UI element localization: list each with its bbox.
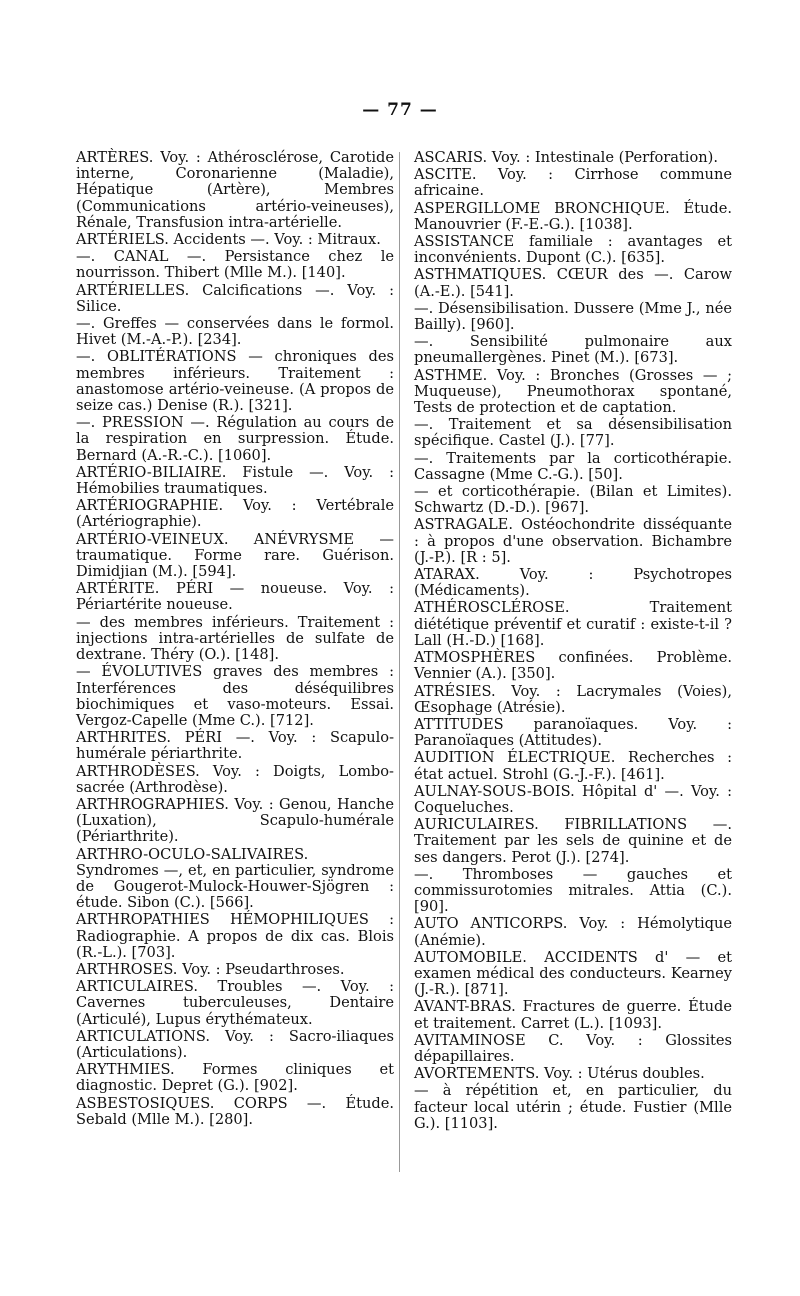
entry-text: AVANT-BRAS. Fractures de guerre. Étude et traitement. Carret (L.). [1093].	[414, 998, 732, 1032]
index-entry	[414, 717, 732, 749]
entry-text: AUTOMOBILE. ACCIDENTS d' — et examen médical des conducteurs. Kearney (J.-R.). [871].	[414, 948, 732, 999]
index-entry	[414, 1033, 732, 1065]
index-entry	[76, 349, 394, 414]
index-entry	[414, 950, 732, 999]
index-entry	[76, 730, 394, 762]
entry-text: AURICULAIRES. FIBRILLATIONS —. Traitement par les sels de quinine et de ses dangers. Perot (J.). [274].	[414, 816, 732, 866]
index-entry	[414, 1066, 732, 1082]
entry-text: ARTHROPATHIES HÉMOPHILIQUES : Radiographie. A propos de dix cas. Blois (R.-L.). [703].	[76, 911, 394, 961]
index-entry	[414, 684, 732, 716]
entry-text: ASCITE. Voy. : Cirrhose commune africaine.	[414, 166, 732, 200]
index-entry	[414, 301, 732, 333]
entry-text: ARTHROSES. Voy. : Pseudarthroses.	[76, 960, 345, 978]
index-entry	[414, 484, 732, 516]
index-entry	[76, 979, 394, 1028]
entry-text: ATMOSPHÈRES confinées. Problème. Vennier (A.). [350].	[414, 649, 732, 683]
index-entry	[414, 817, 732, 866]
index-entry	[76, 797, 394, 846]
index-entry	[76, 150, 394, 231]
index-entry	[76, 581, 394, 613]
entry-text: ATRÉSIES. Voy. : Lacrymales (Voies), Œsophage (Atrésie).	[414, 682, 732, 716]
index-entry	[414, 650, 732, 682]
left-column	[76, 150, 394, 1129]
entry-text: —. PRESSION —. Régulation au cours de la respiration en surpression. Étude. Bernard (A.-R.-C.). [1060].	[76, 414, 394, 464]
index-entry	[414, 867, 732, 916]
entry-text: ASTHMATIQUES. CŒUR des —. Carow (A.-E.). [541].	[414, 266, 732, 300]
entry-text: AVITAMINOSE C. Voy. : Glossites dépapillaires.	[414, 1031, 732, 1065]
entry-text: ARTÈRES. Voy. : Athérosclérose, Carotide interne, Coronarienne (Maladie), Hépatique (Artère), Membres (Communications artério-veineuses), Rénale, Transfusion intra-artérielle.	[76, 149, 394, 231]
index-entry	[414, 267, 732, 299]
entry-text: ARYTHMIES. Formes cliniques et diagnostic. Depret (G.). [902].	[76, 1061, 394, 1095]
index-entry	[76, 415, 394, 464]
index-entry	[414, 999, 732, 1031]
entry-text: ARTÉRIO-VEINEUX. ANÉVRYSME — traumatique. Forme rare. Guérison. Dimidjian (M.). [594].	[76, 530, 394, 581]
entry-text: ASPERGILLOME BRONCHIQUE. Étude. Manouvrier (F.-E.-G.). [1038].	[414, 199, 732, 233]
index-entry	[76, 465, 394, 497]
index-entry	[414, 368, 732, 417]
entry-text: ASTHME. Voy. : Bronches (Grosses — ; Muqueuse), Pneumothorax spontané, Tests de protection et de captation.	[414, 366, 732, 417]
entry-text: ARTICULAIRES. Troubles —. Voy. : Cavernes tuberculeuses, Dentaire (Articulé), Lupus érythémateux.	[76, 978, 394, 1028]
index-entry	[76, 316, 394, 348]
index-entry	[76, 912, 394, 961]
entry-text: —. Désensibilisation. Dussere (Mme J., née Bailly). [960].	[414, 299, 732, 334]
entry-text: — à répétition et, en particulier, du facteur local utérin ; étude. Fustier (Mlle G.). [1103].	[414, 1082, 732, 1132]
entry-text: ASTRAGALE. Ostéochondrite disséquante : à propos d'une observation. Bichambre (J.-P.). [R : 5].	[414, 516, 732, 566]
entry-text: AUDITION ÉLECTRIQUE. Recherches : état actuel. Strohl (G.-J.-F.). [461].	[414, 749, 732, 783]
entry-text: AVORTEMENTS. Voy. : Utérus doubles.	[414, 1065, 705, 1083]
index-entry	[76, 847, 394, 912]
entry-text: AULNAY-SOUS-BOIS. Hôpital d' —. Voy. : Coqueluches.	[414, 782, 732, 816]
entry-text: ARTÉRIELLES. Calcifications —. Voy. : Silice.	[76, 281, 394, 315]
entry-text: — et corticothérapie. (Bilan et Limites). Schwartz (D.-D.). [967].	[414, 483, 732, 517]
index-entry	[76, 664, 394, 729]
index-entry	[414, 234, 732, 266]
entry-text: ASSISTANCE familiale : avantages et inconvénients. Dupont (C.). [635].	[414, 233, 732, 267]
index-entry	[76, 232, 394, 248]
index-entry	[76, 1096, 394, 1128]
index-entry	[414, 167, 732, 199]
index-entry	[414, 417, 732, 449]
index-entry	[414, 784, 732, 816]
entry-text: ARTICULATIONS. Voy. : Sacro-iliaques (Articulations).	[76, 1027, 394, 1061]
column-divider	[399, 152, 400, 1172]
index-entry	[76, 962, 394, 978]
entry-text: ARTÉRIOGRAPHIE. Voy. : Vertébrale (Artériographie).	[76, 497, 394, 531]
entry-text: ATTITUDES paranoïaques. Voy. : Paranoïaques (Attitudes).	[414, 715, 732, 750]
entry-text: ARTHRODÈSES. Voy. : Doigts, Lombo-sacrée (Arthrodèse).	[76, 762, 394, 796]
entry-text: ARTÉRITE. PÉRI — noueuse. Voy. : Périartérite noueuse.	[76, 580, 394, 614]
index-entry	[414, 916, 732, 948]
right-column	[414, 150, 732, 1133]
entry-text: ATARAX. Voy. : Psychotropes (Médicaments).	[414, 566, 732, 600]
entry-text: —. Traitements par la corticothérapie. Cassagne (Mme C.-G.). [50].	[414, 449, 732, 483]
index-entry	[76, 615, 394, 664]
entry-text: — des membres inférieurs. Traitement : injections intra-artérielles de sulfate de dextrane. Théry (O.). [148].	[76, 613, 394, 664]
entry-text: ARTÉRIELS. Accidents —. Voy. : Mitraux.	[76, 231, 381, 249]
index-entry	[76, 1029, 394, 1061]
entry-text: —. Traitement et sa désensibilisation spécifique. Castel (J.). [77].	[414, 416, 732, 450]
index-entry	[76, 249, 394, 281]
entry-text: ARTHRITES. PÉRI —. Voy. : Scapulo-humérale périarthrite.	[76, 729, 394, 763]
entry-text: AUTO ANTICORPS. Voy. : Hémolytique (Anémie).	[414, 915, 732, 949]
index-entry	[414, 517, 732, 566]
entry-text: ATHÉROSCLÉROSE. Traitement diététique préventif et curatif : existe-t-il ? Lall (H.-D.) [168].	[414, 599, 732, 649]
entry-text: —. OBLITÉRATIONS — chroniques des membres inférieurs. Traitement : anastomose artério-veineuse. (A propos de seize cas.) Denise (R.). [321].	[76, 348, 394, 415]
entry-text: —. Greffes — conservées dans le formol. Hivet (M.-A.-P.). [234].	[76, 315, 394, 349]
entry-text: —. CANAL —. Persistance chez le nourrisson. Thibert (Mlle M.). [140].	[76, 248, 394, 282]
index-entry	[414, 451, 732, 483]
entry-text: ASCARIS. Voy. : Intestinale (Perforation).	[414, 149, 718, 166]
entry-text: —. Thromboses — gauches et commissurotomies mitrales. Attia (C.). [90].	[414, 865, 732, 916]
index-entry	[76, 498, 394, 530]
index-entry	[76, 532, 394, 581]
entry-text: — ÉVOLUTIVES graves des membres : Interférences des déséquilibres biochimiques et vaso-moteurs. Essai. Vergoz-Capelle (Mme C.). [712].	[76, 663, 394, 729]
index-entry	[414, 750, 732, 782]
entry-text: ASBESTOSIQUES. CORPS —. Étude. Sebald (Mlle M.). [280].	[76, 1094, 394, 1128]
index-entry	[414, 201, 732, 233]
entry-text: ARTHRO-OCULO-SALIVAIRES. Syndromes —, et, en particulier, syndrome de Gougerot-Mulock-Houwer-Sjögren : étude. Sibon (C.). [566].	[76, 845, 394, 912]
index-entry	[414, 150, 732, 166]
index-entry	[76, 1062, 394, 1094]
entry-text: ARTÉRIO-BILIAIRE. Fistule —. Voy. : Hémobilies traumatiques.	[76, 463, 394, 498]
index-entry	[414, 1083, 732, 1132]
entry-text: —. Sensibilité pulmonaire aux pneumallergènes. Pinet (M.). [673].	[414, 333, 732, 367]
index-entry	[414, 334, 732, 366]
index-entry	[76, 764, 394, 796]
entry-text: ARTHROGRAPHIES. Voy. : Genou, Hanche (Luxation), Scapulo-humérale (Périarthrite).	[76, 795, 394, 846]
index-entry	[414, 600, 732, 649]
index-entry	[76, 283, 394, 315]
index-entry	[414, 567, 732, 599]
page-number: — 77 —	[362, 100, 438, 120]
